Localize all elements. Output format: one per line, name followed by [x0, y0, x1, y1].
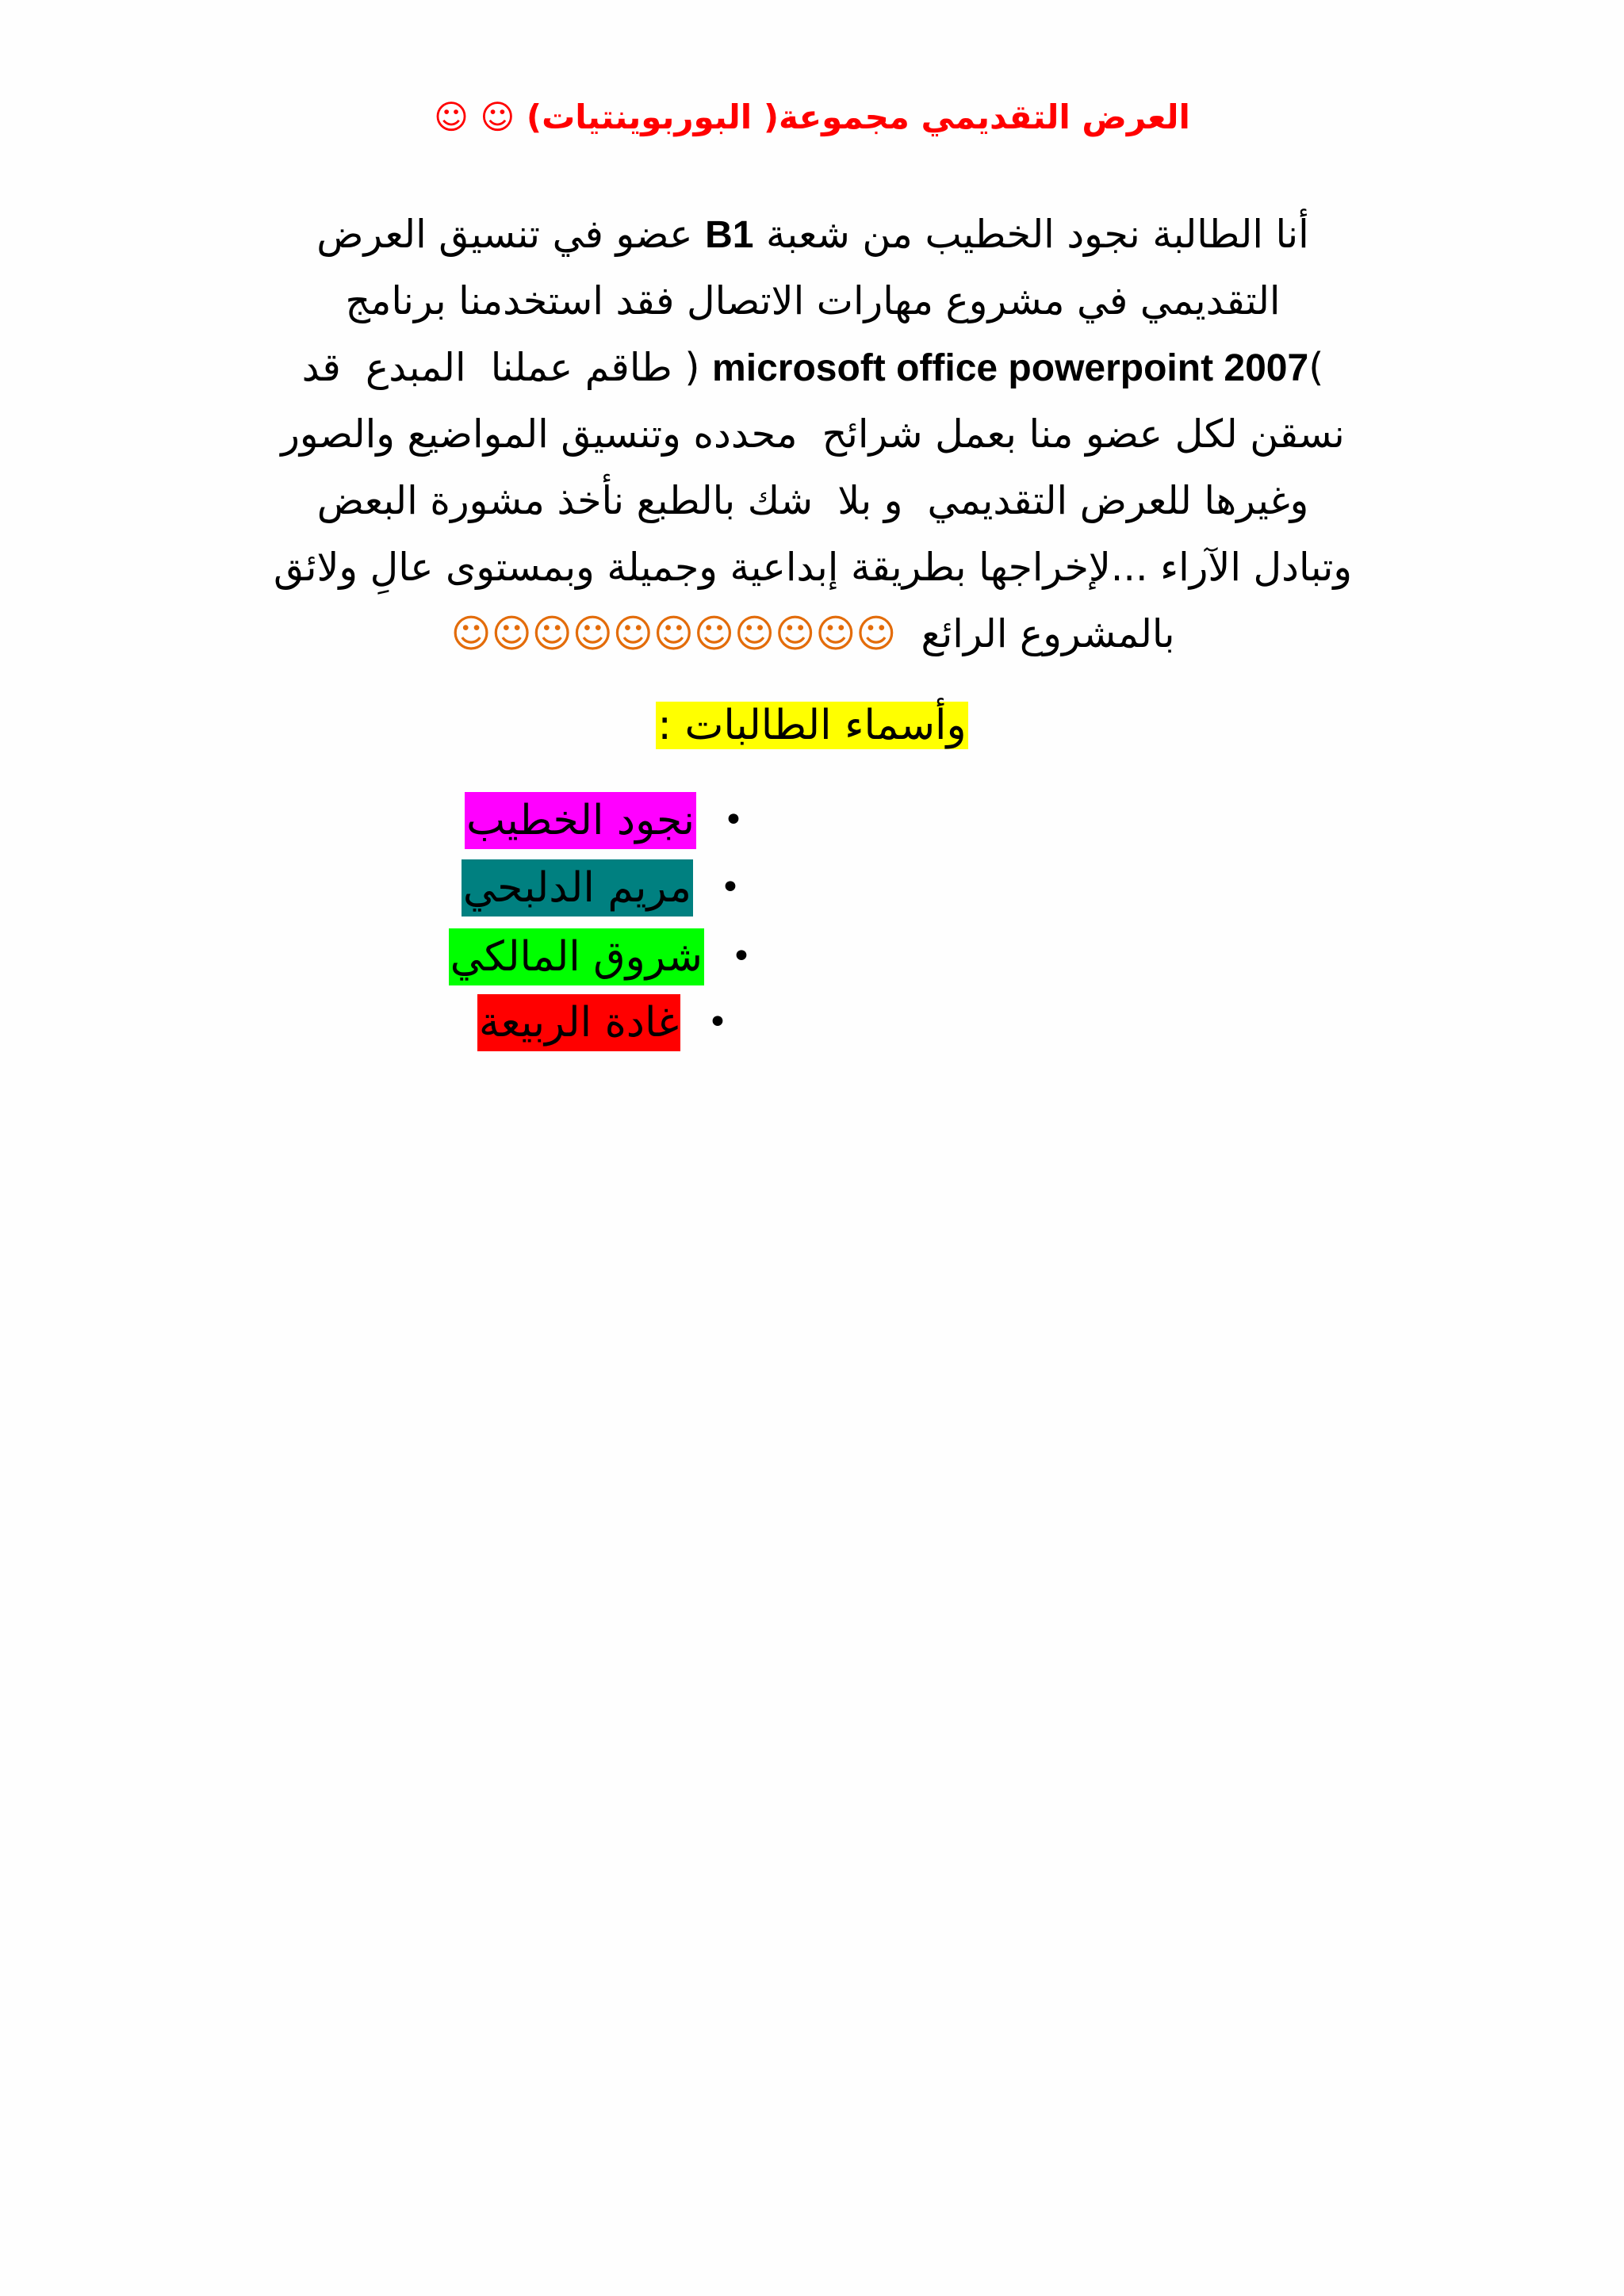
- paragraph-line-6: وتبادل الآراء ...لإخراجها بطريقة إبداعية وجميلة وبمستوى عالِ ولائق: [273, 545, 1352, 590]
- paragraph-line-1-start: أنا الطالبة نجود الخطيب من شعبة: [753, 212, 1309, 257]
- paragraph-line-5: وغيرها للعرض التقديمي و بلا شك بالطبع نأخذ مشورة البعض: [316, 478, 1309, 523]
- list-item: [462, 858, 741, 918]
- paragraph-line-3: [230, 335, 1396, 401]
- list-item: [449, 927, 752, 987]
- students-heading: [0, 695, 1624, 756]
- bullet-icon: •: [723, 800, 744, 840]
- student-name: شروق المالكي: [449, 928, 704, 985]
- paragraph-line-1-end: عضو في تنسيق العرض: [316, 212, 706, 257]
- bullet-icon: •: [731, 936, 752, 977]
- list-item: [465, 790, 744, 851]
- students-heading-text: وأسماء الطالبات :: [657, 702, 967, 749]
- document-title: العرض التقديمي مجموعة( البوربوينتيات) ☺ ☺: [434, 98, 1190, 136]
- intro-paragraph: [230, 201, 1396, 668]
- paragraph-line-1: [230, 201, 1396, 268]
- software-name: microsoft office powerpoint 2007: [712, 347, 1309, 389]
- section-code: B1: [705, 214, 754, 256]
- student-name: مريم الدلبحي: [462, 859, 693, 916]
- paragraph-line-7: [230, 601, 1396, 668]
- paragraph-line-4: نسقن لكل عضو منا بعمل شرائح محدده وتنسيق المواضيع والصور: [281, 411, 1345, 457]
- paragraph-line-3-start: ): [1308, 345, 1324, 390]
- list-item: [477, 993, 728, 1053]
- bullet-icon: •: [720, 867, 741, 908]
- smiley-icons-row: ☺☺☺☺☺☺☺☺☺☺☺: [450, 611, 897, 656]
- paragraph-line-2: التقديمي في مشروع مهارات الاتصال فقد استخدمنا برنامج: [345, 278, 1281, 323]
- bullet-icon: •: [707, 1002, 728, 1043]
- paragraph-line-3-end: ( طاقم عملنا المبدع قد: [301, 345, 713, 390]
- student-name: نجود الخطيب: [465, 792, 696, 849]
- paragraph-line-7-text: بالمشروع الرائع: [896, 611, 1175, 656]
- student-name: غادة الربيعة: [477, 994, 680, 1051]
